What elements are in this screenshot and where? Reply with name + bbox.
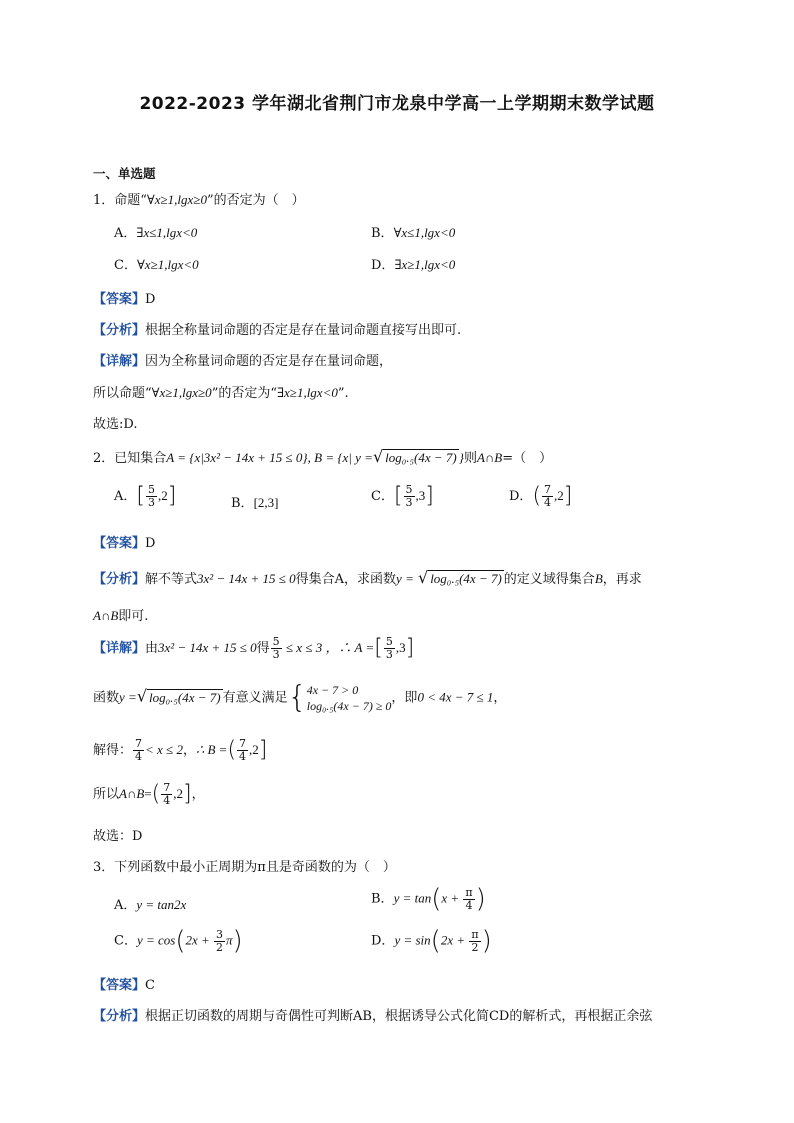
answer-tag: 【答案】	[93, 292, 146, 307]
q2-detail-line4: 所以A∩B=( $\frac{7}{4}$ ,2]，	[93, 781, 205, 807]
frac-num: 5	[385, 635, 393, 648]
q2-func-post: ，即	[391, 690, 418, 706]
q2-ana-l2: 即可.	[118, 609, 149, 624]
q3-option-a-text: y = tan2x	[136, 897, 187, 912]
analysis-tag: 【分析】	[93, 323, 146, 338]
q2-stem-post: =（ ）	[502, 451, 553, 466]
q3-stem: 3．下列函数中最小正周期为π且是奇函数的为（ ）	[93, 860, 396, 875]
q2-ab-3: A∩B	[119, 786, 145, 801]
q2-a-upper: 2	[161, 488, 168, 503]
q3-option-d[interactable]: D．y = sin(2x + $\frac{\pi}{2}$ )	[371, 926, 492, 956]
frac-den: 4	[135, 750, 143, 763]
answer-tag: 【答案】	[93, 536, 146, 551]
q2-so-pre: 所以	[93, 787, 120, 802]
q1-detail2-pre: 所以命题“	[93, 386, 152, 401]
q2-ana-pre: 解不等式	[145, 572, 198, 587]
q2-answer	[93, 532, 155, 551]
q2-log-expr-2: log₀.₅(4x − 7)	[430, 571, 502, 586]
q2-log-expr-3: log₀.₅(4x − 7)	[149, 689, 221, 705]
sqrt-icon: √	[417, 568, 429, 587]
q2-b-upper: 2	[252, 742, 259, 757]
q2-ana-post: ，再求	[602, 572, 642, 587]
q2-ana-b: B	[594, 571, 603, 586]
analysis-tag: 【分析】	[93, 1009, 146, 1024]
q1-choose: 故选:D.	[93, 417, 138, 432]
q1-detail-line1	[93, 350, 392, 369]
q1-analysis-text: 根据全称量词命题的否定是存在量词命题直接写出即可.	[145, 323, 462, 338]
frac-num: 5	[147, 483, 155, 496]
q2-solve-range: < x ≤ 2	[145, 742, 183, 757]
frac-num: 5	[405, 483, 413, 496]
frac-num: 7	[135, 737, 143, 750]
q2-det-upper: 3	[399, 640, 406, 655]
q1-detail-line2	[93, 382, 349, 401]
q2-option-b[interactable]	[231, 492, 278, 511]
q1-detail2-post: ”.	[337, 386, 349, 401]
q2-option-b-text: [2,3]	[253, 495, 279, 510]
q1-option-c[interactable]	[114, 254, 199, 273]
q2-stem-pre: 2．已知集合	[93, 451, 167, 466]
frac-den: 3	[385, 648, 393, 661]
q1-option-a[interactable]	[114, 222, 197, 241]
q2-func-mid: 有意义满足	[222, 690, 288, 706]
frac-num: π	[465, 885, 473, 899]
q3-option-b-label: B．	[371, 891, 394, 907]
q2-det-pre: 由	[145, 641, 159, 656]
q3-option-b-func: y = tan	[393, 890, 432, 906]
q1-detail2-math2: ∃x≥1,lgx<0	[276, 385, 338, 400]
frac-num: 7	[544, 483, 552, 496]
q3-option-c-func: y = cos	[136, 932, 176, 948]
q2-answer-value: D	[145, 536, 156, 551]
q1-stem-math: ∀x≥1,lgx≥0	[146, 192, 207, 207]
q2-option-c-label: C．	[371, 489, 394, 504]
q1-stem	[93, 189, 305, 208]
frac-den: 3	[405, 496, 413, 509]
q2-c-upper: 3	[418, 488, 426, 503]
frac-den: 4	[239, 750, 247, 763]
sqrt-icon: √	[136, 686, 148, 706]
q2-therefore-a: ∴ A =	[338, 640, 375, 655]
page-title: 2022-2023 学年湖北省荆门市龙泉中学高一上学期期末数学试题	[139, 94, 655, 114]
q2-ineq: 3x² − 14x + 15 ≤ 0	[197, 571, 296, 586]
q2-option-b-label: B．	[231, 496, 254, 511]
q1-option-d-text: ∃x≥1,lgx<0	[394, 257, 456, 272]
q1-answer	[93, 288, 155, 307]
q2-func-pre: 函数	[93, 690, 120, 706]
analysis-tag: 【分析】	[93, 572, 146, 587]
detail-tag: 【详解】	[93, 641, 146, 656]
q3-option-a-label: A．	[114, 898, 137, 913]
q3-option-d-label: D．	[371, 933, 395, 949]
q1-stem-post: ”的否定为（ ）	[206, 193, 305, 208]
q2-system	[307, 682, 392, 714]
q1-option-d-label: D．	[371, 258, 395, 273]
frac-den: 4	[465, 898, 473, 912]
answer-tag: 【答案】	[93, 978, 146, 993]
q2-ab-2: A∩B	[93, 608, 119, 623]
q1-option-c-label: C．	[114, 258, 137, 273]
q2-option-a-label: A．	[114, 489, 137, 504]
q3-answer-value: C	[145, 978, 155, 993]
frac-num: 5	[272, 635, 280, 648]
q1-option-b-text: ∀x≤1,lgx<0	[393, 225, 456, 240]
q2-d-upper: 2	[557, 488, 564, 503]
frac-num: π	[471, 927, 479, 941]
q1-option-a-label: A．	[114, 226, 137, 241]
q1-option-c-text: ∀x≥1,lgx<0	[136, 257, 199, 272]
q3-analysis-text: 根据正切函数的周期与奇偶性可判断AB，根据诱导公式化简CD的解析式，再根据正余弦	[145, 1009, 653, 1024]
q2-analysis-line1: 【分析】解不等式3x² − 14x + 15 ≤ 0得集合A，求函数y = √ log₀.₅(4x − 7) 的定义域得集合B，再求	[93, 568, 642, 587]
q2-analysis-line2	[93, 605, 148, 624]
brace-icon: {	[287, 680, 307, 715]
detail-tag: 【详解】	[93, 354, 146, 369]
frac-num: 7	[239, 737, 247, 750]
q2-ab: A∩B	[476, 450, 503, 465]
q1-option-a-text: ∃x≤1,lgx<0	[136, 225, 198, 240]
q2-sys1: 4x − 7 > 0	[306, 683, 359, 697]
q2-ana-mid1: 得集合A，求函数	[295, 572, 397, 587]
q3-analysis	[93, 1005, 652, 1024]
q2-therefore-b: ∴ B =	[195, 742, 228, 757]
q2-set-b-pre: , B = {x| y =	[307, 450, 373, 465]
frac-num: 3	[216, 927, 224, 941]
q2-option-d[interactable]: D．( $\frac{7}{4}$ ,2]	[509, 483, 573, 509]
sqrt-icon: √	[372, 447, 384, 466]
frac-den: 3	[147, 496, 155, 509]
q1-option-d[interactable]	[371, 254, 455, 273]
q3-option-d-func: y = sin	[394, 932, 431, 948]
frac-den: 4	[544, 496, 552, 509]
q2-det-ineq: 3x² − 14x + 15 ≤ 0	[158, 640, 257, 655]
section-heading: 一、单选题	[93, 166, 156, 181]
q2-func-ineq: 0 < 4x − 7 ≤ 1	[417, 689, 494, 705]
q2-detail-line2: 函数y =√ log₀.₅(4x − 7) 有意义满足{ 4x − 7 > 0 log₀.₅(4x − 7) ≥ 0 ，即0 < 4x − 7 ≤ 1，	[93, 680, 507, 715]
q1-analysis	[93, 319, 461, 338]
q1-option-b[interactable]	[371, 222, 455, 241]
q2-so-upper: 2	[176, 786, 183, 801]
q1-option-b-label: B．	[371, 226, 394, 241]
frac-den: 4	[163, 794, 171, 807]
q2-log-expr: log₀.₅(4x − 7)	[385, 450, 457, 465]
q1-detail-text1: 因为全称量词命题的否定是存在量词命题，	[145, 354, 393, 369]
q2-detail-line1: 【详解】由3x² − 14x + 15 ≤ 0得 $\frac{5}{3}$ ≤ x ≤ 3 ，∴ A =[ $\frac{5}{3}$ ,3]	[93, 635, 415, 661]
q3-answer	[93, 974, 155, 993]
q2-option-c[interactable]: C．[ $\frac{5}{3}$ ,3]	[371, 483, 434, 509]
q2-stem: 2．已知集合A = {x|3x² − 14x + 15 ≤ 0}, B = {x| y =√ log₀.₅(4x − 7) }则A∩B=（ ）	[93, 447, 553, 466]
frac-den: 2	[216, 940, 224, 954]
frac-den: 3	[272, 648, 280, 661]
q2-set-a: A = {x|3x² − 14x + 15 ≤ 0}	[166, 450, 308, 465]
q2-so-eq: =	[144, 786, 152, 801]
q1-detail2-math1: ∀x≥1,lgx≥0	[151, 385, 212, 400]
q3-option-c[interactable]: C．y = cos(2x + $\frac{3}{2}$ π)	[114, 926, 243, 956]
frac-den: 2	[471, 940, 479, 954]
q1-detail2-mid: ”的否定为“	[211, 386, 277, 401]
q3-c-pi: π	[226, 932, 233, 948]
q1-stem-pre: 1．命题“	[93, 193, 147, 208]
q2-detail-line3: 解得： $\frac{7}{4}$ < x ≤ 2，∴ B =( $\frac{7}{4}$ ,2]	[93, 737, 268, 763]
q3-option-a[interactable]	[114, 894, 186, 913]
q2-choose: 故选：D	[93, 829, 143, 844]
q3-option-b[interactable]: B．y = tan(x + $\frac{\pi}{4}$ )	[371, 884, 486, 914]
q2-solve-pre: 解得：	[93, 743, 133, 758]
q2-sys2: log₀.₅(4x − 7) ≥ 0	[306, 699, 392, 713]
frac-num: 7	[163, 781, 171, 794]
q2-option-a[interactable]: A．[ $\frac{5}{3}$ ,2]	[114, 483, 177, 509]
q2-ana-mid2: 的定义域得集合	[503, 572, 595, 587]
q3-option-c-label: C．	[114, 933, 137, 949]
q1-answer-value: D	[145, 292, 156, 307]
q2-det-get: 得	[256, 641, 270, 656]
q2-option-d-label: D．	[509, 489, 533, 504]
q2-then: 则	[463, 451, 477, 466]
